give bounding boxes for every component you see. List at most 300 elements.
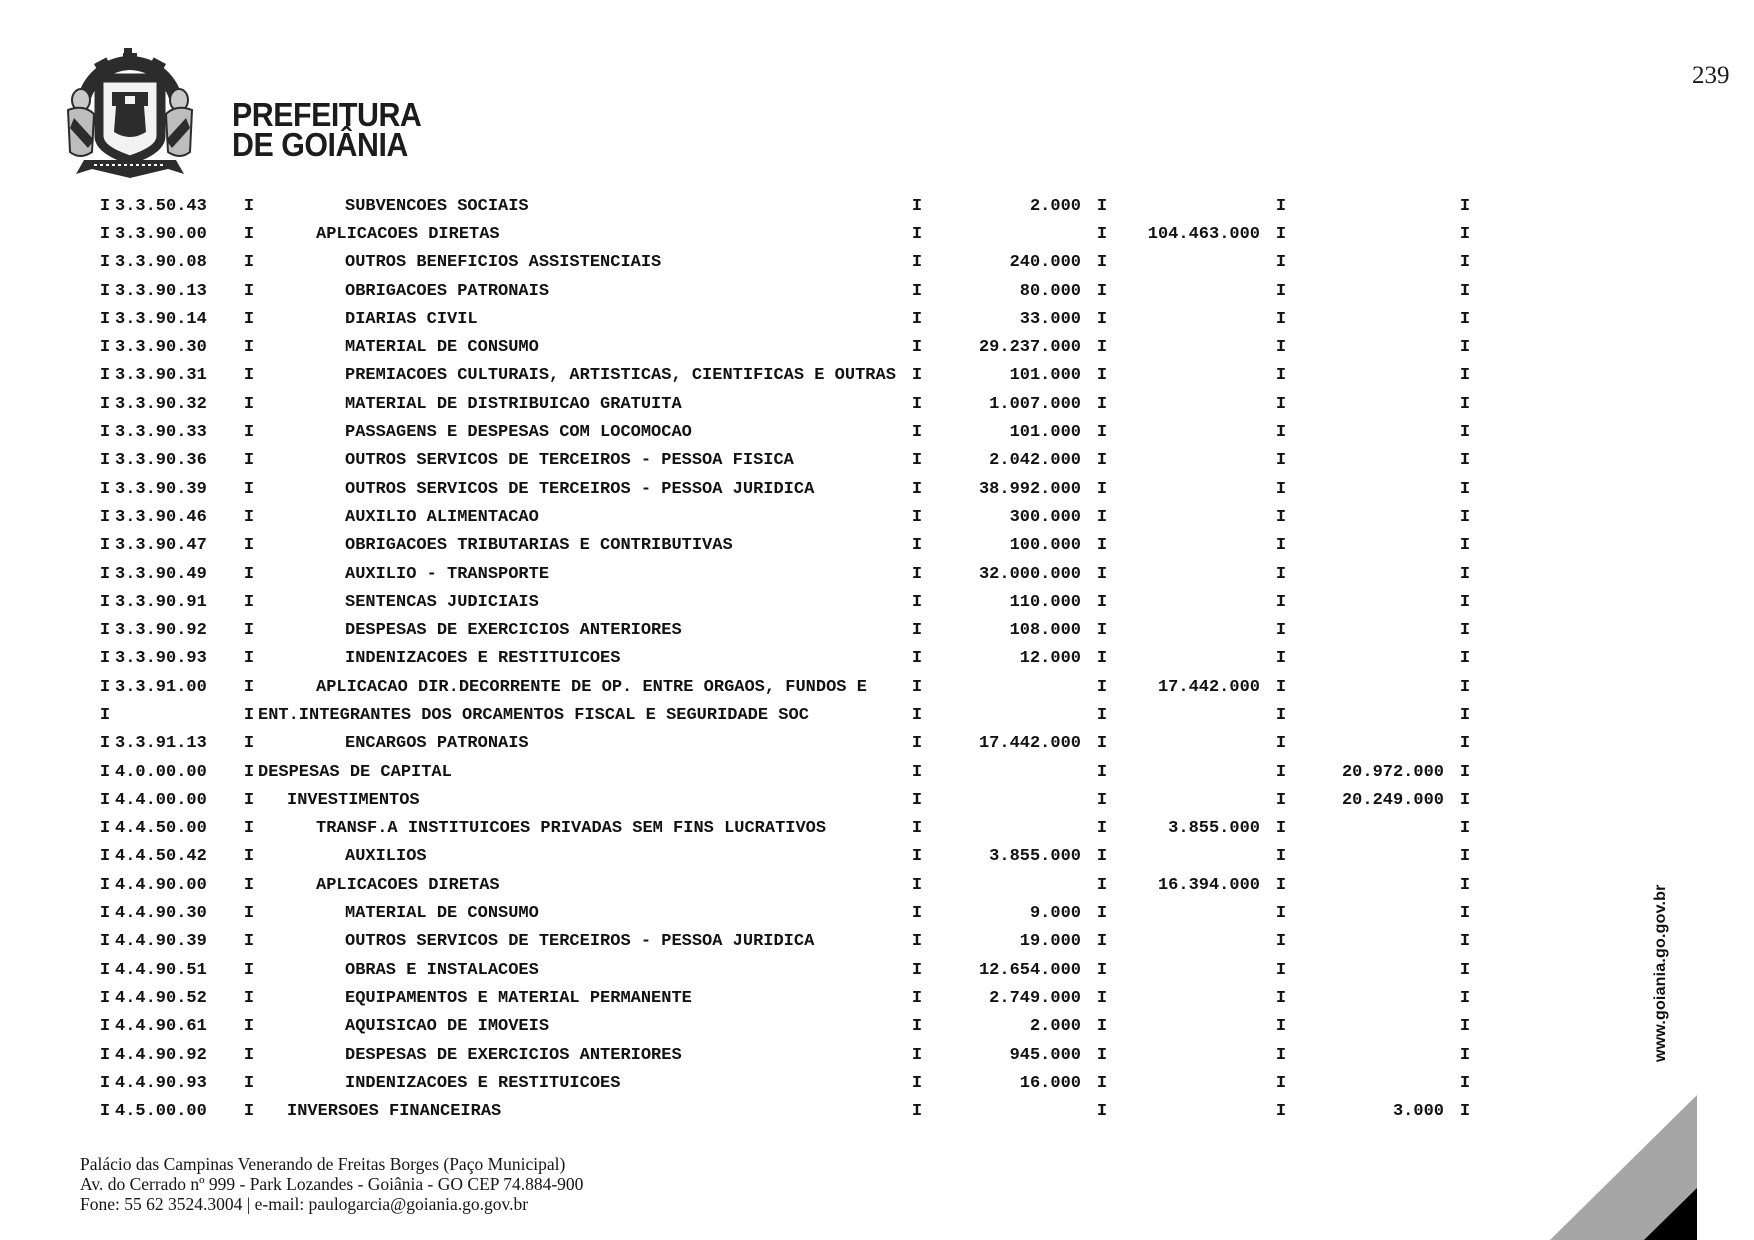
column-separator: I <box>1096 1045 1108 1065</box>
row-description: ENCARGOS PATRONAIS <box>345 734 529 754</box>
row-value-group <box>1111 338 1272 357</box>
row-value-fixed: 3.855.000 <box>989 847 1081 867</box>
row-value-category <box>1290 282 1456 301</box>
column-separator: I <box>1096 196 1108 216</box>
row-code: 4.4.90.61 <box>115 1017 207 1037</box>
column-separator: I <box>1275 762 1287 782</box>
row-value-category <box>1290 706 1456 725</box>
column-separator: I <box>1275 507 1287 527</box>
table-row <box>95 843 1474 871</box>
column-separator: I <box>1459 253 1471 273</box>
column-separator: I <box>1096 1102 1108 1122</box>
row-code: 3.3.90.36 <box>115 451 207 471</box>
column-separator: I <box>911 309 923 329</box>
row-value-fixed <box>926 763 1093 782</box>
row-code: 3.3.90.91 <box>115 592 207 612</box>
table-row <box>95 192 1474 220</box>
column-separator: I <box>1275 1102 1287 1122</box>
row-description: APLICACOES DIRETAS <box>316 224 500 244</box>
column-separator: I <box>99 1102 111 1122</box>
column-separator: I <box>99 960 111 980</box>
table-row <box>95 1069 1474 1097</box>
column-separator: I <box>1096 451 1108 471</box>
row-code: 3.3.90.47 <box>115 536 207 556</box>
column-separator: I <box>1096 734 1108 754</box>
row-value-category <box>1290 197 1456 216</box>
row-code: 3.3.90.32 <box>115 394 207 414</box>
row-value-fixed: 38.992.000 <box>978 479 1081 499</box>
column-separator: I <box>243 621 255 641</box>
row-value-category <box>1290 1017 1456 1036</box>
column-separator: I <box>1096 932 1108 952</box>
column-separator: I <box>1459 507 1471 527</box>
column-separator: I <box>243 988 255 1008</box>
row-code: 3.3.90.00 <box>115 224 207 244</box>
column-separator: I <box>911 705 923 725</box>
column-separator: I <box>99 196 111 216</box>
table-row <box>95 390 1474 418</box>
row-code: 4.4.90.51 <box>115 960 207 980</box>
column-separator: I <box>1275 960 1287 980</box>
table-row <box>95 560 1474 588</box>
row-description: OUTROS SERVICOS DE TERCEIROS - PESSOA FISICA <box>345 451 794 471</box>
column-separator: I <box>1096 338 1108 358</box>
row-value-fixed: 1.007.000 <box>989 394 1081 414</box>
column-separator: I <box>243 479 255 499</box>
column-separator: I <box>911 224 923 244</box>
table-row <box>95 277 1474 305</box>
row-value-group <box>1111 423 1272 442</box>
row-description: MATERIAL DE CONSUMO <box>345 904 539 924</box>
row-value-category <box>1290 678 1456 697</box>
column-separator: I <box>1096 479 1108 499</box>
column-separator: I <box>911 394 923 414</box>
column-separator: I <box>99 875 111 895</box>
column-separator: I <box>99 479 111 499</box>
row-description: PASSAGENS E DESPESAS COM LOCOMOCAO <box>345 423 692 443</box>
row-value-category <box>1290 423 1456 442</box>
row-code: 4.4.90.93 <box>115 1073 207 1093</box>
column-separator: I <box>1096 621 1108 641</box>
table-row <box>95 899 1474 927</box>
column-separator: I <box>1459 932 1471 952</box>
row-code: 4.5.00.00 <box>115 1102 207 1122</box>
column-separator: I <box>99 847 111 867</box>
row-value-group <box>1111 282 1272 301</box>
row-value-group <box>1111 451 1272 470</box>
table-row <box>95 305 1474 333</box>
row-description: APLICACOES DIRETAS <box>316 875 500 895</box>
column-separator: I <box>911 790 923 810</box>
column-separator: I <box>1459 423 1471 443</box>
column-separator: I <box>1096 988 1108 1008</box>
column-separator: I <box>1459 621 1471 641</box>
column-separator: I <box>1096 536 1108 556</box>
row-value-fixed <box>926 1102 1093 1121</box>
table-row <box>95 730 1474 758</box>
table-row <box>95 815 1474 843</box>
table-row <box>95 503 1474 531</box>
column-separator: I <box>1459 847 1471 867</box>
column-separator: I <box>99 592 111 612</box>
row-value-group <box>1111 904 1272 923</box>
column-separator: I <box>1459 988 1471 1008</box>
row-value-group <box>1111 961 1272 980</box>
website-vertical-text: www.goiania.go.gov.br <box>1652 884 1669 1062</box>
column-separator: I <box>911 536 923 556</box>
row-value-category <box>1290 734 1456 753</box>
table-row <box>95 249 1474 277</box>
row-description: INDENIZACOES E RESTITUICOES <box>345 649 621 669</box>
row-value-group <box>1111 480 1272 499</box>
row-value-fixed: 80.000 <box>1019 281 1081 301</box>
column-separator: I <box>1275 592 1287 612</box>
row-description: EQUIPAMENTOS E MATERIAL PERMANENTE <box>345 988 692 1008</box>
column-separator: I <box>911 875 923 895</box>
column-separator: I <box>1275 253 1287 273</box>
table-row <box>95 928 1474 956</box>
column-separator: I <box>911 423 923 443</box>
row-value-group <box>1111 1046 1272 1065</box>
table-row <box>95 701 1474 729</box>
row-code: 3.3.50.43 <box>115 196 207 216</box>
row-value-fixed: 101.000 <box>1009 366 1081 386</box>
row-value-group <box>1111 508 1272 527</box>
row-value-group <box>1111 847 1272 866</box>
row-value-category <box>1290 621 1456 640</box>
column-separator: I <box>243 904 255 924</box>
table-row <box>95 475 1474 503</box>
row-description: SENTENCAS JUDICIAIS <box>345 592 539 612</box>
row-description: INVERSOES FINANCEIRAS <box>287 1102 502 1122</box>
column-separator: I <box>911 592 923 612</box>
row-value-category <box>1290 338 1456 357</box>
row-value-group <box>1111 593 1272 612</box>
row-value-group: 16.394.000 <box>1157 875 1260 895</box>
row-value-fixed: 32.000.000 <box>978 564 1081 584</box>
column-separator: I <box>243 1045 255 1065</box>
column-separator: I <box>99 1017 111 1037</box>
column-separator: I <box>243 790 255 810</box>
corner-triangle-decoration <box>1548 1092 1698 1240</box>
row-code: 4.4.90.39 <box>115 932 207 952</box>
column-separator: I <box>243 1102 255 1122</box>
column-separator: I <box>99 507 111 527</box>
row-value-group <box>1111 649 1272 668</box>
row-code: 4.4.90.30 <box>115 904 207 924</box>
row-description: OBRIGACOES PATRONAIS <box>345 281 550 301</box>
row-description: APLICACAO DIR.DECORRENTE DE OP. ENTRE ORGAOS, FUNDOS E <box>316 677 867 697</box>
column-separator: I <box>911 819 923 839</box>
row-value-fixed <box>926 678 1093 697</box>
row-code: 4.0.00.00 <box>115 762 207 782</box>
column-separator: I <box>99 649 111 669</box>
row-value-fixed: 101.000 <box>1009 423 1081 443</box>
budget-table <box>95 192 1474 1126</box>
table-row <box>95 220 1474 248</box>
row-value-category <box>1290 1074 1456 1093</box>
column-separator: I <box>243 224 255 244</box>
column-separator: I <box>1459 677 1471 697</box>
column-separator: I <box>1096 507 1108 527</box>
column-separator: I <box>1096 281 1108 301</box>
column-separator: I <box>1275 281 1287 301</box>
column-separator: I <box>911 1073 923 1093</box>
column-separator: I <box>1459 649 1471 669</box>
column-separator: I <box>243 507 255 527</box>
column-separator: I <box>911 196 923 216</box>
row-value-fixed: 110.000 <box>1009 592 1081 612</box>
column-separator: I <box>99 224 111 244</box>
row-value-fixed: 300.000 <box>1009 507 1081 527</box>
row-value-group <box>1111 536 1272 555</box>
table-row <box>95 588 1474 616</box>
column-separator: I <box>1459 224 1471 244</box>
row-code: 3.3.90.31 <box>115 366 207 386</box>
row-value-group <box>1111 1017 1272 1036</box>
row-value-group: 3.855.000 <box>1168 819 1260 839</box>
column-separator: I <box>243 338 255 358</box>
row-description: DESPESAS DE EXERCICIOS ANTERIORES <box>345 621 682 641</box>
column-separator: I <box>911 904 923 924</box>
column-separator: I <box>911 649 923 669</box>
row-code: 3.3.91.00 <box>115 677 207 697</box>
column-separator: I <box>1275 621 1287 641</box>
column-separator: I <box>1459 705 1471 725</box>
row-code: 4.4.50.42 <box>115 847 207 867</box>
row-value-group: 104.463.000 <box>1147 224 1260 244</box>
column-separator: I <box>243 875 255 895</box>
row-value-group <box>1111 989 1272 1008</box>
footer-line-phone-email: Fone: 55 62 3524.3004 | e-mail: paulogarcia@goiania.go.gov.br <box>80 1194 529 1214</box>
row-description: DESPESAS DE CAPITAL <box>258 762 452 782</box>
row-value-group <box>1111 1074 1272 1093</box>
column-separator: I <box>1096 564 1108 584</box>
row-value-category <box>1290 310 1456 329</box>
row-value-category: 3.000 <box>1392 1102 1444 1122</box>
column-separator: I <box>1096 1073 1108 1093</box>
column-separator: I <box>1459 196 1471 216</box>
column-separator: I <box>911 338 923 358</box>
row-value-category <box>1290 565 1456 584</box>
column-separator: I <box>1275 451 1287 471</box>
column-separator: I <box>911 507 923 527</box>
row-description: AUXILIO ALIMENTACAO <box>345 507 539 527</box>
row-value-category <box>1290 904 1456 923</box>
row-code: 3.3.90.46 <box>115 507 207 527</box>
column-separator: I <box>99 734 111 754</box>
column-separator: I <box>1459 1045 1471 1065</box>
row-value-category <box>1290 847 1456 866</box>
column-separator: I <box>1459 819 1471 839</box>
row-value-fixed <box>926 819 1093 838</box>
row-code: 3.3.90.14 <box>115 309 207 329</box>
column-separator: I <box>99 281 111 301</box>
column-separator: I <box>1096 253 1108 273</box>
row-value-fixed <box>926 706 1093 725</box>
row-value-fixed: 17.442.000 <box>978 734 1081 754</box>
column-separator: I <box>1096 224 1108 244</box>
column-separator: I <box>243 960 255 980</box>
column-separator: I <box>911 1102 923 1122</box>
column-separator: I <box>1459 338 1471 358</box>
column-separator: I <box>243 592 255 612</box>
table-row <box>95 1041 1474 1069</box>
column-separator: I <box>243 196 255 216</box>
column-separator: I <box>1459 451 1471 471</box>
column-separator: I <box>1096 762 1108 782</box>
column-separator: I <box>243 253 255 273</box>
column-separator: I <box>243 309 255 329</box>
column-separator: I <box>1459 479 1471 499</box>
row-description: MATERIAL DE CONSUMO <box>345 338 539 358</box>
row-value-category: 20.972.000 <box>1341 762 1444 782</box>
table-row <box>95 447 1474 475</box>
column-separator: I <box>243 1073 255 1093</box>
column-separator: I <box>1275 309 1287 329</box>
row-description: DESPESAS DE EXERCICIOS ANTERIORES <box>345 1045 682 1065</box>
row-description: INVESTIMENTOS <box>287 790 420 810</box>
row-value-category <box>1290 876 1456 895</box>
row-code: 3.3.90.33 <box>115 423 207 443</box>
row-code: 4.4.90.00 <box>115 875 207 895</box>
column-separator: I <box>911 677 923 697</box>
column-separator: I <box>1275 564 1287 584</box>
row-value-category <box>1290 508 1456 527</box>
column-separator: I <box>911 281 923 301</box>
column-separator: I <box>1275 479 1287 499</box>
footer-address <box>80 1154 583 1214</box>
column-separator: I <box>1275 1045 1287 1065</box>
row-value-fixed: 100.000 <box>1009 536 1081 556</box>
column-separator: I <box>99 705 111 725</box>
row-value-category <box>1290 253 1456 272</box>
column-separator: I <box>911 762 923 782</box>
row-value-category <box>1290 225 1456 244</box>
column-separator: I <box>99 762 111 782</box>
row-description: OUTROS SERVICOS DE TERCEIROS - PESSOA JURIDICA <box>345 932 815 952</box>
column-separator: I <box>243 705 255 725</box>
column-separator: I <box>243 1017 255 1037</box>
column-separator: I <box>1459 1073 1471 1093</box>
column-separator: I <box>1096 790 1108 810</box>
row-value-group <box>1111 706 1272 725</box>
row-code: 4.4.90.52 <box>115 988 207 1008</box>
column-separator: I <box>243 762 255 782</box>
column-separator: I <box>1275 734 1287 754</box>
column-separator: I <box>911 988 923 1008</box>
column-separator: I <box>1275 847 1287 867</box>
column-separator: I <box>1096 677 1108 697</box>
column-separator: I <box>99 536 111 556</box>
row-description: ENT.INTEGRANTES DOS ORCAMENTOS FISCAL E SEGURIDADE SOC <box>258 705 809 725</box>
row-value-category <box>1290 593 1456 612</box>
row-value-group <box>1111 1102 1272 1121</box>
column-separator: I <box>1275 1073 1287 1093</box>
row-value-group <box>1111 197 1272 216</box>
column-separator: I <box>99 451 111 471</box>
column-separator: I <box>1275 366 1287 386</box>
table-row <box>95 532 1474 560</box>
row-code <box>115 706 240 725</box>
column-separator: I <box>1096 904 1108 924</box>
row-value-group: 17.442.000 <box>1157 677 1260 697</box>
row-description: OBRIGACOES TRIBUTARIAS E CONTRIBUTIVAS <box>345 536 733 556</box>
row-value-category <box>1290 819 1456 838</box>
column-separator: I <box>1096 1017 1108 1037</box>
column-separator: I <box>1096 649 1108 669</box>
row-value-group <box>1111 565 1272 584</box>
row-value-fixed: 16.000 <box>1019 1073 1081 1093</box>
column-separator: I <box>99 394 111 414</box>
column-separator: I <box>1459 734 1471 754</box>
column-separator: I <box>1096 394 1108 414</box>
row-value-category <box>1290 932 1456 951</box>
column-separator: I <box>243 649 255 669</box>
column-separator: I <box>1275 677 1287 697</box>
column-separator: I <box>243 932 255 952</box>
table-row <box>95 956 1474 984</box>
column-separator: I <box>1459 1102 1471 1122</box>
footer-line-address: Av. do Cerrado nº 999 - Park Lozandes - Goiânia - GO CEP 74.884-900 <box>80 1174 584 1194</box>
row-code: 3.3.90.49 <box>115 564 207 584</box>
row-value-group <box>1111 734 1272 753</box>
row-value-fixed: 945.000 <box>1009 1045 1081 1065</box>
row-value-group <box>1111 763 1272 782</box>
column-separator: I <box>911 932 923 952</box>
column-separator: I <box>1096 423 1108 443</box>
row-code: 3.3.90.13 <box>115 281 207 301</box>
row-value-fixed: 2.749.000 <box>989 988 1081 1008</box>
row-value-group <box>1111 621 1272 640</box>
column-separator: I <box>1096 847 1108 867</box>
row-value-group <box>1111 310 1272 329</box>
column-separator: I <box>1275 394 1287 414</box>
row-value-fixed: 2.000 <box>1029 196 1081 216</box>
table-row <box>95 871 1474 899</box>
row-description: SUBVENCOES SOCIAIS <box>345 196 529 216</box>
column-separator: I <box>1275 988 1287 1008</box>
column-separator: I <box>243 536 255 556</box>
column-separator: I <box>99 366 111 386</box>
table-row <box>95 673 1474 701</box>
column-separator: I <box>1459 790 1471 810</box>
column-separator: I <box>1459 564 1471 584</box>
table-row <box>95 786 1474 814</box>
row-value-fixed: 19.000 <box>1019 932 1081 952</box>
org-name-line2: DE GOIÂNIA <box>232 126 408 163</box>
column-separator: I <box>243 819 255 839</box>
row-description: AQUISICAO DE IMOVEIS <box>345 1017 550 1037</box>
row-code: 3.3.90.39 <box>115 479 207 499</box>
column-separator: I <box>1275 1017 1287 1037</box>
table-row <box>95 1013 1474 1041</box>
org-name-line1: PREFEITURA <box>232 96 422 133</box>
row-code: 3.3.91.13 <box>115 734 207 754</box>
column-separator: I <box>243 281 255 301</box>
column-separator: I <box>1275 790 1287 810</box>
row-value-fixed: 9.000 <box>1029 904 1081 924</box>
row-value-group <box>1111 791 1272 810</box>
row-description: OUTROS BENEFICIOS ASSISTENCIAIS <box>345 253 662 273</box>
row-value-category <box>1290 480 1456 499</box>
row-code: 3.3.90.30 <box>115 338 207 358</box>
table-row <box>95 758 1474 786</box>
column-separator: I <box>1459 366 1471 386</box>
row-code: 4.4.00.00 <box>115 790 207 810</box>
column-separator: I <box>99 988 111 1008</box>
column-separator: I <box>1275 875 1287 895</box>
